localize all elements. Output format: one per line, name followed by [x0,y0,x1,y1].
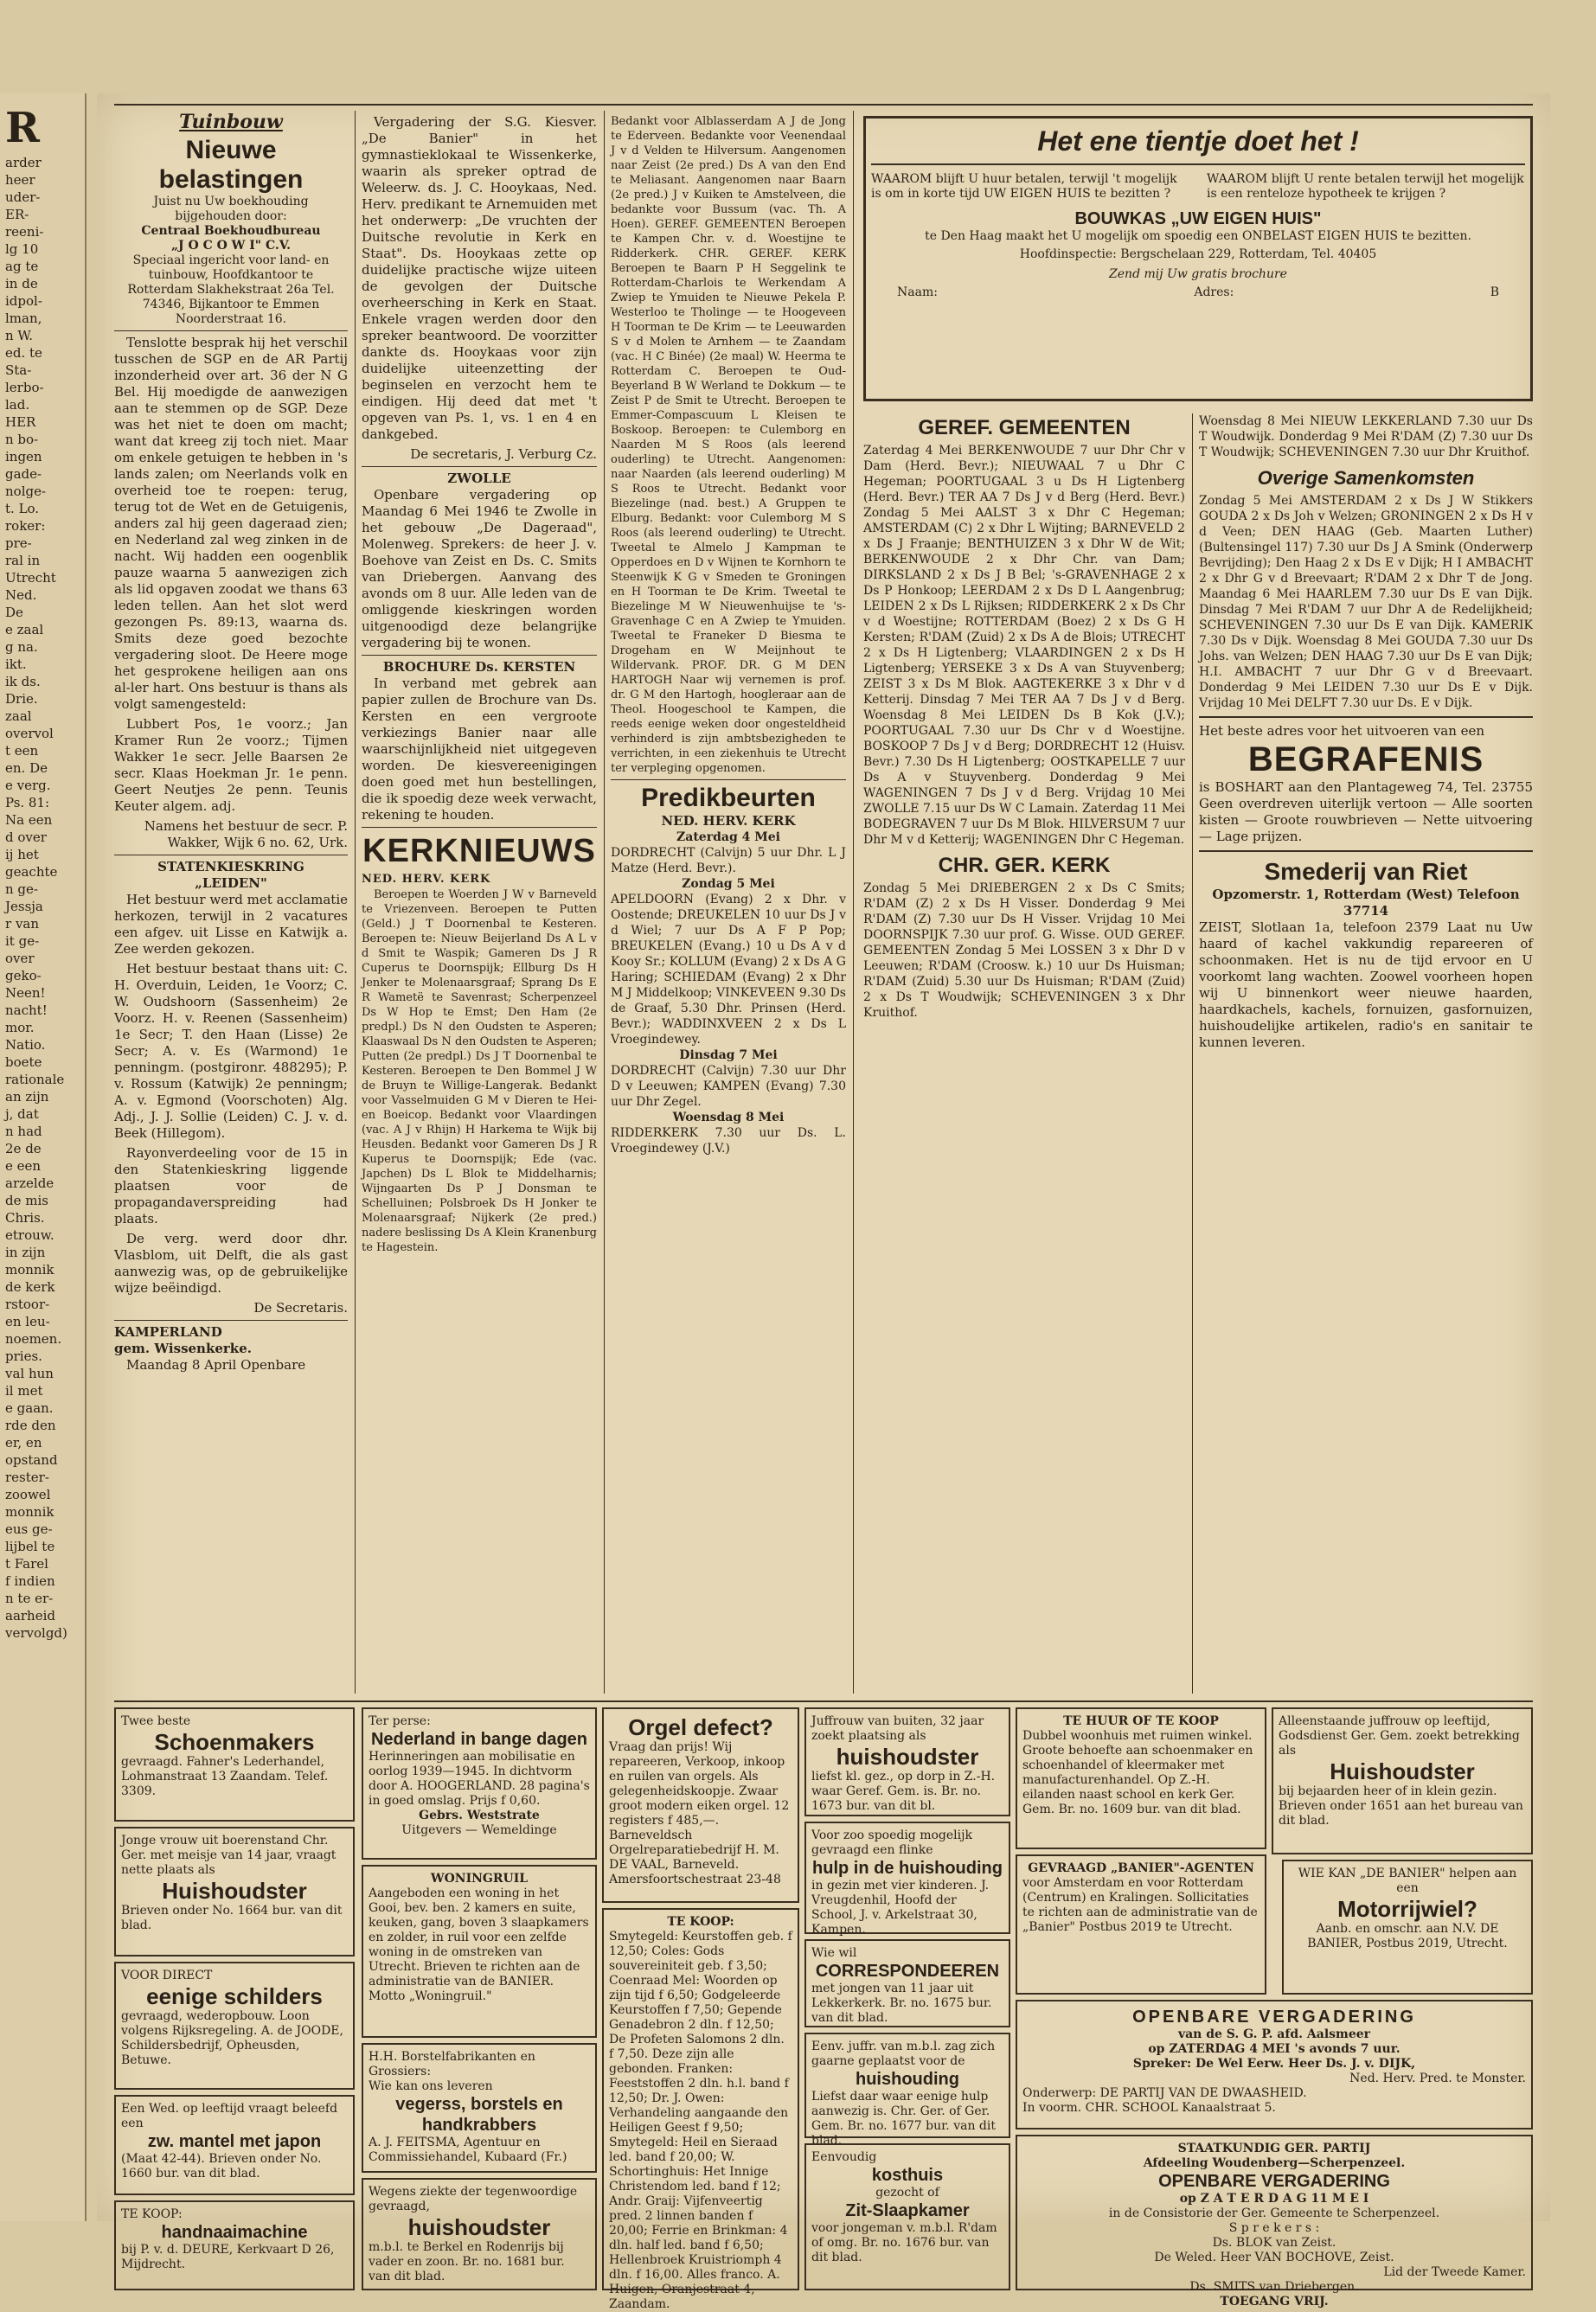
ad-text: gevraagd. Fahner's Lederhandel, Lohmanstraat 13 Zaandam. Telef. 3309. [121,1755,329,1798]
ad-text: (Maat 42-44). Brieven onder No. 1660 bur. van dit blad. [121,2152,322,2181]
strip-line: geachte [5,864,58,880]
ad-line: op ZATERDAG 4 MEI 's avonds 7 uur. [1148,2042,1401,2056]
left-column-strip [0,93,87,2221]
ad-sub: gezocht of [875,2186,939,2200]
naaimachine-ad [114,2200,355,2290]
strip-line: aarheid [5,1608,55,1624]
ad-title: OPENBARE VERGADERING [1132,2008,1416,2027]
ad-title: TE KOOP: [667,1915,734,1929]
ad-text: in gezin met vier kinderen. J. Vreugdenhil, Hoofd der School, J. v. Arkelstraat 30, Kampen. [811,1879,990,1937]
ad-top: Juffrouw van buiten, 32 jaar zoekt plaatsing als [811,1714,984,1743]
correspondeeren-ad [804,1939,1010,2027]
boeken-te-koop-ad [602,1908,799,2311]
ad-text: Smytegeld: Keurstoffen geb. f 12,50; Coles: Gods souvereiniteit geb. f 3,50; Coenraad Mel: Woorden op zijn tijd f 6,50; Godgeleerde Keurstoffen f 7,50; Gepende Genadebron 2 dln. f 12,50; De Profeten Salomons 2 dln. f 7,50. Deze zijn alle gebonden. Franken: Feeststoffen 2 dln. h.l. band f 12,50; Dr. J. Owen: Verhandeling aangaande den Heiligen Geest f 9,50; Smytegeld: Heil en Sieraad led. band f 20,00; W. Schortinghuis: Het Innige Christendom led. band f 12; Andr. Graij: Vijfenveertig pred. 2 linnen banden f 20,00; Ferrie en Brinkman: 4 dln. half led. band f 6,50; Hellenbroek Kruistriomph 4 dln. f 16,00. Alles franco. A. Huigen, Oranjestraat 4, Zaandam. [609,1930,792,2311]
schoenmakers-ad [114,1707,355,1822]
strip-line: Jessja [5,899,43,914]
article-paragraph: Tenslotte besprak hij het verschil tusschen de SGP en de AR Partij inzonderheid over art. 36 der N G Bel. Hij moedigde de aanwezigen aan te stemmen op de SGP. Deze was het niet te doen om macht; want dat kreeg zij toch niet. Maar om enkele getuigen te hebben in 's lands zalen; om Neerlands volk en overheid toe te roepen: terug, terug tot de Wet en de Getuigenis, anders zal hij geen dageraad zien; en Nederland zal weg zinken in de nacht. Wij hadden een oogenblik pauze waarna 5 aanwezigen zich als lid opgaven zoodat we thans 63 leden tellen. Aan het slot werd gezongen Ps. 89:13, waarna ds. Smits deze goed bezochte vergadering sloot. De Heere moge het gesprokene heiligen aan ons al-ler hart. Ons bestuur is thans als volgt samengesteld: [114,335,348,712]
huishoudster-ad-3 [804,1707,1010,1816]
ad-title: eenige schilders [146,1983,323,2009]
ad-line: Ds. SMITS van Driebergen. [1189,2280,1359,2294]
strip-line: boete [5,1054,42,1070]
ad-top: Jonge vrouw uit boerenstand Chr. Ger. met meisje van 14 jaar, vraagt nette plaats als [121,1834,337,1877]
overige-title: Overige Samenkomsten [1257,467,1475,489]
strip-line: ij het [5,847,39,862]
strip-line: opstand [5,1452,58,1468]
borstels-ad [362,2043,597,2173]
woningruil-ad [362,1865,597,2038]
kring-subtitle: „LEIDEN" [195,875,267,891]
strip-line: e zaal [5,622,44,637]
ad-title: TE HUUR OF TE KOOP [1063,1714,1219,1728]
bouwkas-brand: BOUWKAS „UW EIGEN HUIS" [1074,209,1322,228]
strip-line: idpol- [5,293,42,309]
strip-line: rationale [5,1072,65,1087]
ad-top: Eenvoudig [811,2150,877,2164]
strip-line: 2e de [5,1141,42,1156]
strip-line: n bo- [5,432,39,447]
strip-line: uder- [5,189,41,205]
ad-title: Huishoudster [162,1878,307,1904]
ad-title: GEVRAAGD „BANIER"-AGENTEN [1028,1861,1254,1875]
headline-belastingen: Nieuwe belastingen [158,136,304,194]
strip-line: en. De [5,760,48,776]
smederij-address: Opzomerstr. 1, Rotterdam (West) Telefoon 37714 [1212,887,1520,919]
predikbeurten-subtitle: NED. HERV. KERK [661,813,796,829]
smederij-title: Smederij van Riet [1264,858,1468,885]
kring-paragraph: Rayonverdeeling voor de 15 in den Statenkieskring liggende plaatsen voor de propagandaverspreiding had plaats. [114,1145,348,1226]
ad-line: Spreker: De Wel Eerw. Heer Ds. J. v. DIJK, [1132,2057,1416,2071]
woensdag-schedule: Woensdag 8 Mei NIEUW LEKKERLAND 7.30 uur Ds T Woudwijk. Donderdag 9 Mei R'DAM (Z) 7.30 uur Ds T Woudwijk; SCHEVENINGEN 7.30 uur Dhr Kruithof. [1199,414,1533,459]
ad-title: Nederland in bange dagen [370,1730,588,1749]
te-huur-ad [1016,1707,1266,1849]
begrafenis-title: BEGRAFENIS [1247,740,1484,778]
ad-top: Wie wil [811,1946,857,1960]
kosthuis-ad [804,2143,1010,2290]
schedule-text: DORDRECHT (Calvijn) 5 uur Dhr. L J Matze (Herd. Bevr.). [611,846,846,875]
ad-text: A. J. FEITSMA, Agentuur en Commissiehandel, Kubaard (Fr.) [369,2136,567,2164]
strip-line: t een [5,743,39,759]
bouwkas-ad [863,116,1533,401]
strip-line: Neen! [5,985,46,1001]
ad-title: huishoudster [836,1744,979,1770]
ad-top: WIE KAN „DE BANIER" helpen aan een [1298,1867,1517,1895]
strip-line: heer [5,172,35,188]
ad-title: CORRESPONDEEREN [815,1962,1000,1981]
strip-line: il met [5,1383,43,1399]
strip-line: d over [5,829,47,845]
strip-line: in zijn [5,1245,46,1260]
strip-line: nacht! [5,1002,48,1018]
ad-text: Dubbel woonhuis met ruimen winkel. Groote behoefte aan schoenmaker en schoenhandel of kleermaker met manufacturenhandel. Op Z.-H. eilanden naast school en kerk Ger. Gem. Br. no. 1609 bur. van dit blad. [1022,1729,1253,1816]
kring-paragraph: De verg. werd door dhr. Vlasblom, uit Delft, die als gast aanwezig was, op de gebruikelijke wijze beëindigd. [114,1231,348,1296]
ad-text: m.b.l. te Berkel en Rodenrijs bij vader en zoon. Br. no. 1681 bur. van dit blad. [369,2240,565,2283]
schedule-day: Zaterdag 4 Mei [676,830,780,844]
strip-line: an zijn [5,1089,49,1105]
bouwkas-office: Hoofdinspectie: Bergschelaan 229, Rotterdam, Tel. 40405 [1019,247,1377,261]
bureau-desc: Speciaal ingericht voor land- en tuinbouw, Hoofdkantoor te Rotterdam Slakhekstraat 26a Tel. 74346, Bijkantoor te Emmen Noorderstraat 16. [127,253,335,326]
chr-ger-kerk-text: Zondag 5 Mei DRIEBERGEN 2 x Ds C Smits; R'DAM (Z) 2 x Ds H Visser. Donderdag 9 Mei R'DAM (Z) 7.30 uur Ds H Visser. Vrijdag 10 Mei DOORNSPIJK 7.30 uur prof. G. Wisse. OUD GEREF. GEMEENTEN Zondag 5 Mei LOSSEN 3 x Dhr D v Leeuwen; R'DAM (Croosw. k.) 10 uur Ds Huisman; R'DAM (Zuid) 5.30 uur Ds Huisman; R'DAM (Zuid) 2 x Ds T Woudwijk; SCHEVENINGEN 3 x Dhr Kruithof. [863,881,1185,1020]
ad-text: voor jongeman v. m.b.l. R'dam of omg. Br. no. 1676 bur. van dit blad. [811,2221,997,2264]
ad-text: Brieven onder No. 1664 bur. van dit blad. [121,1904,343,1932]
strip-line: ER- [5,207,29,222]
schilders-ad [114,1962,355,2090]
ad-top: Ter perse: [369,1714,431,1728]
strip-line: e gaan. [5,1400,54,1416]
motorrijwiel-ad [1282,1860,1533,1995]
ad-text: met jongen van 11 jaar uit Lekkerkerk. Br. no. 1675 bur. van dit blad. [811,1982,992,2025]
top-rule [114,104,1533,106]
strip-line: reeni- [5,224,44,240]
kring-title: STATENKIESKRING [157,859,304,874]
kring-signature: De Secretaris. [253,1300,348,1316]
smederij-text: ZEIST, Slotlaan 1a, telefoon 2379 Laat nu Uw haard of kachel vakkundig repareeren of schoonmaken. Het is nu de tijd ervoor en U voorkomt lang wachten. Zoowel voorheen hopen wij U binnenkort weer nieuwe haarden, haardkachels, kachels, fornuizen, gasfornuizen, huishoudelijke artikelen, radio's en sanitair te kunnen leveren. [1199,919,1533,1050]
strip-line: Utrecht [5,570,56,586]
strip-line: n te er- [5,1591,54,1606]
strip-line: rstoor- [5,1297,50,1312]
strip-line: ral in [5,553,41,568]
ad-title: WONINGRUIL [430,1872,529,1886]
strip-line: er, en [5,1435,42,1451]
strip-line: j, dat [5,1106,39,1122]
strip-line: gade- [5,466,42,482]
article-signature: Namens het bestuur de secr. P. Wakker, Wijk 6 no. 62, Urk. [144,818,348,850]
strip-line: Ned. [5,587,37,603]
mantel-ad [114,2095,355,2195]
ad-title: vegerss, borstels en handkrabbers [395,2095,563,2135]
ad-top: Voor zoo spoedig mogelijk gevraagd een flinke [811,1828,972,1857]
bouwkas-right-text: WAAROM blijft U rente betalen terwijl het mogelijk is een renteloze hypotheek te krijgen ? [1207,172,1524,201]
strip-line: de mis [5,1193,48,1208]
ad-line: Lid der Tweede Kamer. [1383,2265,1526,2279]
ad-title: hulp in de huishouding [812,1859,1003,1878]
strip-line: Chris. [5,1210,45,1226]
column-5 [1199,413,1533,1694]
orgel-ad [602,1707,799,1903]
kring-paragraph: Het bestuur bestaat thans uit: C. H. Overduin, Leiden, 1e Voorz; C. W. Oudshoorn (Sassenheim) 2e Voorz. H. v. Reenen (Sassenheim) 1e Secr; T. den Haan (Lisse) 2e Secr; A. v. Es (Warmond) 1e penningm. (postgironr. 488295); P. v. Rossum (Katwijk) 2e penningm; A. v. Egmond (Voorschoten) Alg. Adj., J. J. Sollie (Leiden) C. J. v. d. Beek (Hillegom). [114,961,348,1141]
ad-line: Ned. Herv. Pred. te Monster. [1349,2072,1526,2085]
ad-top-2: Afdeeling Woudenberg—Scherpenzeel. [1143,2156,1406,2170]
strip-line: ed. te [5,345,42,361]
strip-line: mor. [5,1020,35,1035]
kerknieuws-text: Beroepen te Woerden J W v Barneveld te Vriezenveen. Beroepen te Putten (Geld.) J T Doornenbal te Kesteren. Beroepen te: Nieuw Beijerland Ds A L v d Smit te Waspik; Gameren Ds J R Cuperus te Doornspijk; Ellburg Ds H Jenker te Molenaarsgraaf; Sprang Ds E R Wametë te Savenrast; Scherpenzeel Ds W Hop te Emst; Den Ham (2e predpl.) Ds N den Oudsten te Asperen; Klaaswaal Ds N den Oudsten te Asperen; Putten (2e predpl.) Ds J T Doornenbal te Kesteren. Beroepen te Den Bommel J W de Bruyn te Willige-Langerak. Bedankt voor Vasselmuiden G M v Dieren te Hei- en Boeicop. Bedankt voor Vlaardingen (vac. A J v Rhijn) H Harkema te Wijk bij Heusden. Bedankt voor Gameren Ds J R Kuperus te Doornspijk; Ede (vac. Japchen) Ds L Blok te Middelharnis; Wijngaarten Ds P J Donsman te Schelluinen; Polsbroek Ds H Jonker te Molenaarsgraaf; Nijkerk (2e pred.) nadere beslissing Ds A Klein Kranenburg te Hagestein. [362,888,597,1254]
kamper-text: Maandag 8 April Openbare [126,1357,306,1373]
ad-line: De Weled. Heer VAN BOCHOVE, Zeist. [1154,2251,1394,2264]
schedule-text: APELDOORN (Evang) 2 x Dhr. v Oostende; DREUKELEN 10 uur Ds J v d Wiel; 7 uur Ds A F P Pop; BREUKELEN (Evang.) 10 u Ds A v d Kooy Sr.; KOLLUM (Evang) 2 x Ds A G Haring; SCHIEDAM (Evang) 2 x Dhr M J Middelkoop; VINKEVEEN 9.30 Ds de Graaf, 5.30 Dhr. Prinsen (Herd. Bevr.); WADDINXVEEN 2 x Ds L Vroegindewey. [611,893,846,1047]
bouwkas-naam-label: Naam: [897,285,938,299]
strip-line: ingen [5,449,42,464]
strip-line: e een [5,1158,42,1174]
banier-agenten-ad [1016,1854,1266,1995]
strip-line: f indien [5,1573,55,1589]
strip-line: De [5,605,23,620]
strip-line: HER [5,414,36,430]
begrafenis-text: is BOSHART aan den Plantageweg 74, Tel. 23755 Geen overdreven uiterlijk vertoon — Alle soorten kisten — Groote rouwbrieven — Nette uitvoering — Lage prijzen. [1199,779,1533,844]
strip-line: n W. [5,328,33,343]
tuinbouw-logo: Tuinbouw [179,111,283,133]
huishoudster-ad-2 [362,2178,597,2290]
zwolle-title: ZWOLLE [447,471,511,486]
strip-line: zaal [5,708,32,724]
schedule-text: DORDRECHT (Calvijn) 7.30 uur Dhr D v Leeuwen; KAMPEN (Evang) 7.30 uur Dhr Zegel. [611,1064,846,1109]
strip-line: de kerk [5,1279,55,1295]
schedule-text: RIDDERKERK 7.30 uur Ds. L. Vroegindewey (J.V.) [611,1126,846,1156]
strip-line: t. Lo. [5,501,40,516]
strip-line: n had [5,1124,42,1139]
ad-publisher: Gebrs. Weststrate [419,1809,540,1822]
ad-publisher-2: Uitgevers — Wemeldinge [401,1823,557,1837]
overige-text: Zondag 5 Mei AMSTERDAM 2 x Ds J W Stikkers GOUDA 2 x Ds Joh v Welzen; GRONINGEN 2 x Ds H v d Veen; DEN HAAG (Geb. Maarten Luther) (Bultensingel 117) 7.30 uur Ds J A Smink (Onderwerp Bevrijding); Den Haag 2 x Ds E v Dijk; H I AMBACHT 2 x Dhr G v d Breevaart; R'DAM 2 x Dhr T de Jong. Maandag 6 Mei HAARLEM 7.30 uur Ds E van Dijk. Dinsdag 7 Mei R'DAM 7 uur Dhr A de Redelijkheid; SCHEVENINGEN 7.30 uur Ds E van Dijk. KAMERIK 7.30 Ds v Dijk. Woensdag 8 Mei GOUDA 7.30 uur Ds Johs. van Welzen; DEN HAAG 7.30 uur Ds E van Dijk; H.I. AMBACHT 7 uur Dhr G v d Breevaart. Donderdag 9 Mei LEIDEN 7.30 uur Ds E v Dijk. Vrijdag 10 Mei DELFT 7.30 uur Ds. E v Dijk. [1199,494,1533,710]
strip-line: R [5,104,40,152]
strip-line: monnik [5,1504,54,1520]
huishouding-ad [804,2033,1010,2148]
beroepen-text: Bedankt voor Alblasserdam A J de Jong te Ederveen. Bedankte voor Veenendaal J v d Velden te Hilversum. Aangenomen naar Zeist (2e pred.) Ds A van den End te Meliasant. Aangenomen naar Baarn (2e pred.) J v Kuiken te Amstelveen, die bedankte voor Bussum (vac. Th. A Hoen). GEREF. GEMEENTEN Beroepen te Kampen Chr. v. d. Woestijne te Ridderkerk. CHR. GEREF. KERK Beroepen te Baarn P H Seggelink te Rotterdam-Charlois te Werkendam A Zwiep te Ymuiden te Nieuwe Pekela P. Westerloo te Tholinge — te Hoogeveen H Toorman te De Krim — te Leeuwarden S v d Molen te Arnhem — te Zaandam (vac. H C Binée) (2e maal) W. Heerma te Rotterdam C. Beroepen te Oud-Beyerland B W Werland te Dokkum — te Zeist P de Smit te Utrecht. Beroepen te Emmer-Compascuum L Kleisen te Boskoop. Beroepen: te Culemborg en Naarden M S Roos (als leerend ouderling) te Utrecht. Aangenomen: naar Naarden (als leerend ouderling) M S Roos te Utrecht. Bedankt voor Biezelinge (nad. best.) A Gruppen te Elburg. Bedankt: voor Culemborg M S Roos (als leerend ouderling) te Utrecht. Tweetal te Almelo J Kampman te Opperdoes en D v Wijnen te Kornhorn te Steenwijk K G v Smeden te Groningen en H Toorman te De Krim. Tweetal te Biezelinge M W Nieuwenhuijse te 's-Gravenhage C en A Zwiep te Ymuiden. Tweetal te Franeker D Biesma te Drogeham en W Meijnhout te Wildervank. PROF. DR. G M DEN HARTOGH Naar wij vernemen is prof. dr. G M den Hartogh, hoogleraar aan de Theol. Hoogeschool te Kampen, die reeds eenige weken door ongesteldheid verhinderd is zijn ambtsbezigheden te verrichten, in een ziekenhuis te Utrecht ter verpleging opgenomen. [611,115,846,775]
strip-line: rde den [5,1418,56,1433]
ad-title: Orgel defect? [628,1714,773,1740]
strip-line: lman, [5,311,42,326]
article-paragraph: Lubbert Pos, 1e voorz.; Jan Kramer Run 2e voorz.; Tijmen Wakker 1e secr. Jelle Baarsen 2e secr. Klaas Hoekman Jr. 1e penn. Geert Neutjes 2e penn. Teunis Keuter algem. adj. [114,716,348,814]
strip-line: val hun [5,1366,54,1381]
strip-line: nolge- [5,484,47,499]
belasting-intro: Juist nu Uw boekhouding bijgehouden door: [153,195,309,223]
huishoudster-ad-5 [1272,1707,1533,1854]
bouwkas-cta: Zend mij Uw gratis brochure [1109,267,1287,281]
kamper-subtitle: gem. Wissenkerke. [114,1341,252,1356]
banier-signature: De secretaris, J. Verburg Cz. [410,446,597,462]
strip-line: pries. [5,1348,42,1364]
strip-line: e verg. [5,778,51,793]
strip-line: Sta- [5,362,32,378]
bouwkas-left-text: WAAROM blijft U huur betalen, terwijl 't mogelijk is om in korte tijd UW EIGEN HUIS te bezitten ? [871,172,1177,201]
ad-title: kosthuis [871,2166,944,2185]
strip-line: monnik [5,1262,54,1278]
strip-line: t Farel [5,1556,48,1572]
strip-line: geko- [5,968,42,983]
huishoudster-ad-1 [114,1827,355,1957]
strip-line: eus ge- [5,1521,53,1537]
ad-line: Ds. BLOK van Zeist. [1212,2236,1336,2250]
bouwkas-headline: Het ene tientje doet het ! [871,124,1525,165]
ad-title: huishouding [856,2070,959,2089]
column-2 [362,114,597,1697]
column-3 [611,114,846,1697]
geref-gemeenten-text: Zaterdag 4 Mei BERKENWOUDE 7 uur Dhr Chr v Dam (Herd. Bevr.); NIEUWAAL 7 u Dhr C Hegeman; POORTUGAAL 3 u Ds H Ligtenberg (Herd. Bevr.) TER AA 7 Ds J v d Berg (Herd. Bevr.) Zondag 5 Mei AALST 3 x Dhr C Hegeman; AMSTERDAM (C) 2 x Dhr L Wijting; BARNEVELD 2 x Ds J Fraanje; BENTHUIZEN 3 x Dhr W de Wit; BERKENWOUDE 2 x Dhr Chr. van Dam; DIRKSLAND 2 x Ds J B Bel; 's-GRAVENHAGE 2 x Ds P Honkoop; LEERDAM 2 x Ds D L Aangenbrug; LEIDEN 2 x Ds L Rijksen; RIDDERKERK 2 x Ds Chr v d Woestijne; ROTTERDAM (Boez) 2 x Ds G H Kersten; R'DAM (Zuid) 2 x Ds A de Blois; UTRECHT 2 x Ds H Ligtenberg; VLAARDINGEN 2 x Ds H Ligtenberg; YERSEKE 3 x Ds A van Stuyvenberg; ZEIST 3 x Ds M Blok. AAGTEKERKE 3 x Dhr v d Ketterij. Dinsdag 7 Mei TER AA 7 Ds J v d Berg. Woensdag 8 Mei LEIDEN Ds B Kok (J.V.); POORTUGAAL 7.30 uur Ds Chr v d Woestijne. BOSKOOP 7 Ds J v d Berg; DORDRECHT 12 (Huisv. Bevr.) 7.30 Ds H Ligtenberg; OOSTKAPELLE 7 uur Ds A v Stuyvenberg. Donderdag 9 Mei WAGENINGEN 7 Ds J v d Berg. Vrijdag 10 Mei ZWOLLE 7.15 uur Ds W C Lamain. Zaterdag 11 Mei BODEGRAVEN 7 uur Ds M Blok. HILVERSUM 7 uur Dhr M v d Ketterij; WAGENINGEN Dhr C Hegeman. [863,444,1185,847]
schedule-day: Zondag 5 Mei [682,877,775,891]
strip-line: r van [5,916,40,932]
strip-line: noemen. [5,1331,62,1347]
hulp-huishouding-ad [804,1822,1010,1937]
strip-line: lerbo- [5,380,44,395]
ad-text: bij bejaarden heer of in klein gezin. Brieven onder 1651 aan het bureau van dit blad. [1279,1784,1523,1828]
vergadering-scherpenzeel-ad [1016,2135,1533,2309]
ad-line: op Z A T E R D A G 11 M E I [1179,2192,1369,2206]
ad-text: gevraagd, wederopbouw. Loon volgens Rijksregeling. A. de JOODE, Schildersbedrijf, Opheusden, Betuwe. [121,2009,343,2067]
kring-paragraph: Het bestuur werd met acclamatie herkozen, terwijl in 2 vacatures een afgev. uit Lisse en Katwijk a. Zee werden gekozen. [114,892,348,957]
strip-line: en leu- [5,1314,50,1329]
ad-top: VOOR DIRECT [121,1969,213,1982]
ad-top: STAATKUNDIG GER. PARTIJ [1177,2142,1371,2155]
ad-title-2: Zit-Slaapkamer [845,2201,970,2220]
strip-line: ag te [5,259,39,274]
ad-line: TOEGANG VRIJ. [1220,2295,1329,2309]
strip-line: pre- [5,535,32,551]
bureau-name: Centraal Boekhoudbureau [141,224,321,238]
nederland-boek-ad [362,1707,597,1860]
bouwkas-code: B [1490,285,1499,299]
vergadering-aalsmeer-ad [1016,2000,1533,2129]
strip-line: Na een [5,812,53,828]
ad-text: bij P. v. d. DEURE, Kerkvaart D 26, Mijdrecht. [121,2243,335,2271]
ad-text: voor Amsterdam en voor Rotterdam (Centrum) en Kralingen. Sollicitaties te richten aan de administratie van de „Banier" Postbus 2019 te Utrecht. [1022,1876,1258,1934]
strip-line: Natio. [5,1037,46,1053]
strip-line: ik ds. [5,674,41,689]
ad-line: S p r e k e r s : [1228,2221,1320,2235]
ad-top: Een Wed. op leeftijd vraagt beleefd een [121,2102,338,2130]
ad-text: Aanb. en omschr. aan N.V. DE BANIER, Postbus 2019, Utrecht. [1307,1922,1508,1950]
schedule-day: Woensdag 8 Mei [672,1111,785,1124]
bouwkas-desc: te Den Haag maakt het U mogelijk om spoedig een ONBELAST EIGEN HUIS te bezitten. [925,229,1471,243]
strip-line: zoowel [5,1487,51,1502]
ad-text: Liefst daar waar eenige hulp aanwezig is. Chr. Ger. of Ger. Gem. Br. no. 1677 bur. van dit blad. [811,2090,996,2148]
zwolle-text: Openbare vergadering op Maandag 6 Mei 1946 te Zwolle in het gebouw „De Dageraad", Molenweg. Sprekers: de heer J. v. Boehove van Zeist en Ds. C. Smits van Driebergen. Aanvang des avonds om 8 uur. Alle leden van de omliggende kieskringen worden uitgenoodigd deze belangrijke vergadering bij te wonen. [362,487,597,650]
strip-line: g na. [5,639,38,655]
ad-text: Vraag dan prijs! Wij repareeren, Verkoop, inkoop en ruilen van orgels. Als gelegenheidskoopje. Zwaar groot modern eiken orgel. 12 registers f 485,—. Barneveldsch Orgelreparatiebedrijf H. M. DE VAAL, Barneveld. Amersfoortschestraat 23-48 [609,1740,790,1886]
ad-line: In voorm. CHR. SCHOOL Kanaalstraat 5. [1022,2101,1276,2115]
geref-gemeenten-title: GEREF. GEMEENTEN [918,416,1131,439]
strip-line: lg 10 [5,241,39,257]
strip-line: it ge- [5,933,40,949]
strip-line: Drie. [5,691,38,707]
column-4 [863,413,1185,1694]
strip-line: over [5,951,35,966]
strip-line: arzelde [5,1175,54,1191]
chr-ger-kerk-title: CHR. GER. KERK [938,854,1111,877]
schedule-day: Dinsdag 7 Mei [679,1048,778,1062]
ad-text: liefst kl. gez., op dorp in Z.-H. waar Geref. Gem. is. Br. no. 1673 bur. van dit bl. [811,1770,996,1813]
ad-title: Motorrijwiel? [1337,1896,1477,1922]
ad-title: Huishoudster [1330,1758,1475,1784]
strip-line: in de [5,276,38,291]
predikbeurten-schedule [611,829,846,1156]
column-1 [114,111,348,1697]
ad-text: Aangeboden een woning in het Gooi, bev. ben. 2 kamers en suite, keuken, gang, boven 3 slaapkamers en zolder, in ruil voor een zelfde woning in de omstreken van Utrecht. Brieven te richten aan de administratie van de BANIER. Motto „Woningruil." [369,1886,589,2003]
bouwkas-adres-label: Adres: [1194,285,1234,299]
strip-line: etrouw. [5,1227,54,1243]
banier-article: Vergadering der S.G. Kiesver. „De Banier" in het gymnastieklokaal te Wissenkerke, waarin als spreker optrad de Weleerw. ds. J. C. Hooykaas, Ned. Herv. predikant te Arnemuiden met het onderwerp: „De vruchten der Duitsche revolutie in Kerk en Staat". Ds. Hooykaas zette op duidelijke practische wijze uiteen de gevolgen der Duitsche overheersching in Kerk en Staat. Enkele vragen werden door den spreker beantwoord. De voorzitter dankte ds. Hooykaas voor zijn duidelijke uiteenzetting der beginselen en verzocht hem te eindigen. Hij deed dat met 't opgeven van Ps. 1, vs. 1 en 4 en dankgebed. [362,114,597,442]
ad-top: TE KOOP: [121,2207,183,2221]
begrafenis-intro: Het beste adres voor het uitvoeren van een [1199,723,1485,739]
strip-line: roker: [5,518,46,534]
strip-line: Ps. 81: [5,795,50,810]
ad-title: huishoudster [407,2214,551,2240]
predikbeurten-headline: Predikbeurten [641,784,816,812]
ad-line: Onderwerp: DE PARTIJ VAN DE DWAASHEID. [1022,2086,1307,2100]
ad-title: handnaaimachine [161,2223,308,2242]
strip-line: lad. [5,397,30,413]
ad-top: Twee beste [121,1714,191,1728]
ad-line: van de S. G. P. afd. Aalsmeer [1177,2027,1371,2041]
strip-line: lijbel te [5,1539,55,1554]
ad-top: Wegens ziekte der tegenwoordige gevraagd, [369,2185,578,2213]
ad-text: Herinneringen aan mobilisatie en oorlog 1939—1945. In dichtvorm door A. HOOGERLAND. 28 pagina's in goed omslag. Prijs f 0,60. [369,1750,590,1808]
strip-line: vervolgd) [5,1625,67,1641]
strip-line: ikt. [5,656,27,672]
ad-top: Alleenstaande juffrouw op leeftijd, Godsdienst Ger. Gem. zoekt betrekking als [1279,1714,1520,1758]
kerknieuws-headline: KERKNIEUWS [362,833,596,869]
strip-line: rester- [5,1470,49,1485]
ad-title: Schoenmakers [154,1729,315,1755]
ad-top: H.H. Borstelfabrikanten en Grossiers: [369,2050,535,2078]
ad-title: zw. mantel met japon [147,2132,322,2151]
newspaper-page [97,93,1550,2311]
strip-line: overvol [5,726,54,741]
kerknieuws-subtitle: NED. HERV. KERK [362,873,491,886]
strip-line: n ge- [5,881,38,897]
strip-line: arder [5,155,42,170]
brochure-title: BROCHURE Ds. KERSTEN [382,659,576,675]
ad-line: in de Consistorie der Ger. Gemeente te Scherpenzeel. [1108,2206,1440,2220]
ad-title: OPENBARE VERGADERING [1158,2172,1390,2191]
bureau-mark: „J O C O W I" C.V. [170,239,292,253]
kamper-title: KAMPERLAND [114,1324,222,1340]
brochure-text: In verband met gebrek aan papier zullen de Brochure van Ds. Kersten en een vergroote verkiezings Banier naar alle waarschijnlijkheid niet uitgegeven worden. De kiesvereenigingen doen goed met hun bestellingen, die ik spoedig deze week verwacht, rekening te houden. [362,676,597,823]
ad-top: Eenv. juffr. van m.b.l. zag zich gaarne geplaatst voor de [811,2040,996,2068]
ad-sub: Wie kan ons leveren [369,2079,493,2093]
